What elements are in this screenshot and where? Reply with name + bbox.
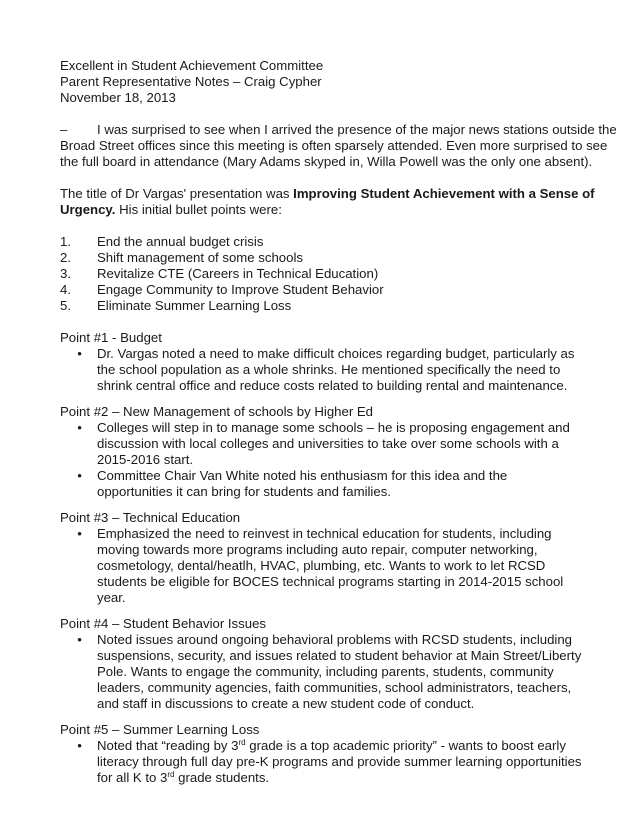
bullet-text: Colleges will step in to manage some schools – he is proposing engagement and discussion with local colleges and universities to take over some schools with a 2015-2016 start.: [97, 420, 570, 467]
bullet-icon: •: [77, 738, 82, 753]
bullet-list: [60, 526, 620, 606]
bullet-text: Dr. Vargas noted a need to make difficult choices regarding budget, particularly as the school population as a whole shrinks. He mentioned specifically the need to shrink central office and reduce costs related to building rental and maintenance.: [97, 346, 575, 393]
section-title: Point #1 - Budget: [60, 330, 162, 345]
list-text: End the annual budget crisis: [97, 234, 264, 249]
section-title: Point #4 – Student Behavior Issues: [60, 616, 267, 631]
bullet-icon: •: [77, 632, 82, 647]
bullet-text: [97, 738, 583, 786]
bullet-icon: •: [77, 346, 82, 361]
committee-name: Excellent in Student Achievement Committee: [60, 58, 324, 73]
bullet-item: [60, 526, 620, 606]
list-item: [60, 266, 620, 282]
bullet-text: Noted issues around ongoing behavioral problems with RCSD students, including suspensions, security, and issues related to student behavior at Main Street/Liberty Pole. Wants to engage the community, including parents, students, community leaders, community agencies, faith communities, school administrators, teachers, and staff in discussions to create a new student code of conduct.: [97, 632, 582, 711]
intro-paragraph: [60, 122, 620, 170]
initial-points-list: [60, 234, 620, 314]
bullet-icon: •: [77, 468, 82, 483]
intro-text: I was surprised to see when I arrived the presence of the major news stations outside the Broad Street offices since this meeting is often sparsely attended. Even more surprised to see the full board in attendance (Mary Adams skyped in, Willa Powell was the only one absent).: [60, 122, 617, 169]
meeting-date: November 18, 2013: [60, 90, 176, 105]
bullet-list: [60, 632, 620, 712]
section-point-3: [60, 510, 620, 606]
presentation-prefix: The title of Dr Vargas' presentation was: [60, 186, 294, 201]
section-point-5: [60, 722, 620, 786]
list-number: 5.: [60, 298, 71, 313]
bullet-icon: •: [77, 420, 82, 435]
bullet-item: [60, 632, 620, 712]
bullet-text-part: grade students.: [174, 770, 270, 785]
list-number: 2.: [60, 250, 71, 265]
notes-author: Parent Representative Notes – Craig Cypher: [60, 74, 322, 89]
document-header: [60, 58, 620, 106]
list-item: [60, 250, 620, 266]
bullet-item: [60, 468, 620, 500]
bullet-item: [60, 738, 620, 786]
ordinal-suffix: rd: [238, 738, 246, 747]
bullet-list: [60, 346, 620, 394]
bullet-icon: •: [77, 526, 82, 541]
list-item: [60, 282, 620, 298]
section-title: Point #2 – New Management of schools by Higher Ed: [60, 404, 374, 419]
list-text: Revitalize CTE (Careers in Technical Education): [97, 266, 379, 281]
bullet-list: [60, 738, 620, 786]
section-point-1: [60, 330, 620, 394]
bullet-list: [60, 420, 620, 500]
list-text: Shift management of some schools: [97, 250, 303, 265]
bullet-text-part: grade is a top academic priority” - wants to boost early literacy through full day pre-K programs and provide summer learning opportunities for all K to 3: [97, 738, 582, 785]
section-point-2: [60, 404, 620, 500]
bullet-item: [60, 420, 620, 468]
presentation-title: Improving Student Achievement with a Sense of Urgency.: [60, 186, 595, 217]
bullet-text-part: Noted that “reading by 3: [97, 738, 239, 753]
list-item: [60, 298, 620, 314]
presentation-suffix: His initial bullet points were:: [115, 202, 282, 217]
presentation-paragraph: [60, 186, 620, 218]
list-number: 3.: [60, 266, 71, 281]
bullet-item: [60, 346, 620, 394]
list-number: 4.: [60, 282, 71, 297]
section-point-4: [60, 616, 620, 712]
list-text: Eliminate Summer Learning Loss: [97, 298, 292, 313]
intro-dash: –: [60, 122, 68, 137]
list-number: 1.: [60, 234, 71, 249]
list-item: [60, 234, 620, 250]
ordinal-suffix: rd: [167, 770, 175, 779]
section-title: Point #3 – Technical Education: [60, 510, 241, 525]
bullet-text: Emphasized the need to reinvest in technical education for students, including moving towards more programs including auto repair, computer networking, cosmetology, dental/heatlh, HVAC, plumbing, etc. Wants to work to let RCSD students be eligible for BOCES technical programs starting in 2014-2015 school year.: [97, 526, 564, 605]
bullet-text: Committee Chair Van White noted his enthusiasm for this idea and the opportunities it can bring for students and families.: [97, 468, 508, 499]
document-page: [60, 58, 620, 786]
list-text: Engage Community to Improve Student Behavior: [97, 282, 384, 297]
section-title: Point #5 – Summer Learning Loss: [60, 722, 260, 737]
